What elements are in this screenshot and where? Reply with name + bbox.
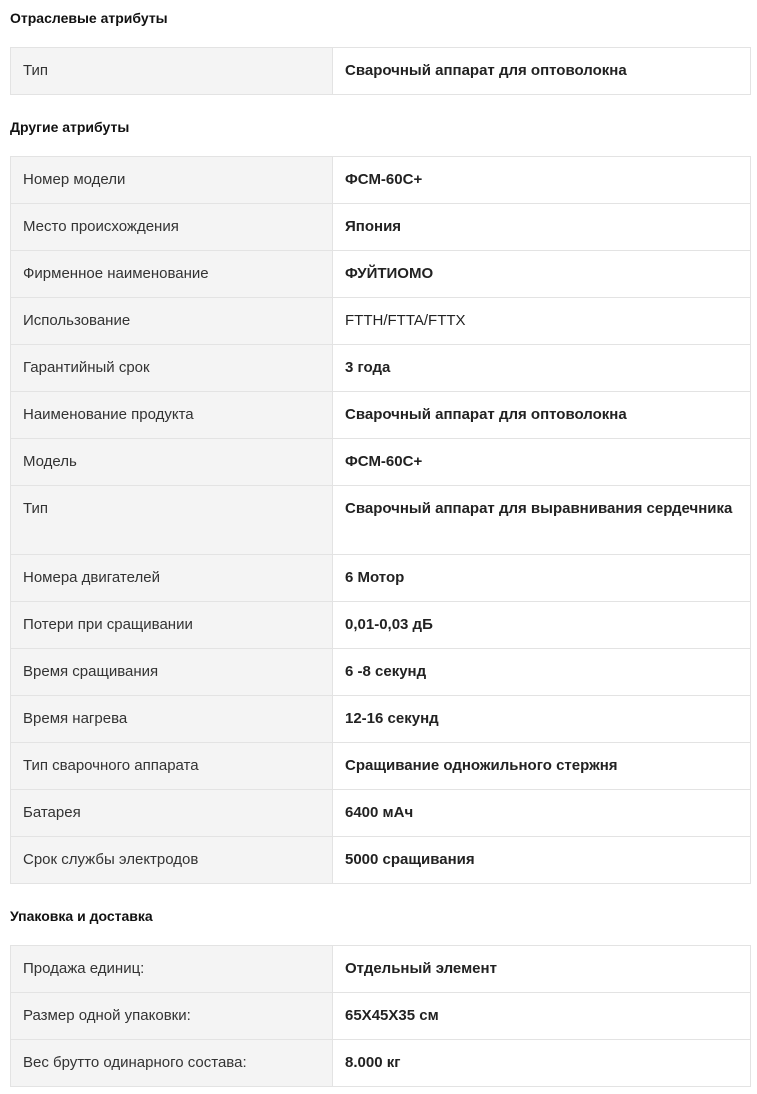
industry-attributes-table bbox=[10, 47, 751, 95]
attribute-value: Сварочный аппарат для оптоволокна bbox=[333, 48, 751, 95]
table-row bbox=[11, 392, 751, 439]
attribute-key: Номер модели bbox=[11, 157, 333, 204]
attribute-value: 6 -8 секунд bbox=[333, 649, 751, 696]
table-row bbox=[11, 48, 751, 95]
attribute-key: Фирменное наименование bbox=[11, 251, 333, 298]
attribute-value: 5000 сращивания bbox=[333, 837, 751, 884]
section-title-other-attributes: Другие атрибуты bbox=[10, 119, 130, 135]
table-row bbox=[11, 486, 751, 555]
attribute-value: 6 Мотор bbox=[333, 555, 751, 602]
attribute-value: 6400 мАч bbox=[333, 790, 751, 837]
table-row bbox=[11, 602, 751, 649]
table-row bbox=[11, 439, 751, 486]
table-row bbox=[11, 790, 751, 837]
attribute-key: Модель bbox=[11, 439, 333, 486]
attribute-value: ФУЙТИОМО bbox=[333, 251, 751, 298]
attribute-value: Япония bbox=[333, 204, 751, 251]
attribute-key: Вес брутто одинарного состава: bbox=[11, 1040, 333, 1087]
table-row bbox=[11, 298, 751, 345]
table-row bbox=[11, 649, 751, 696]
table-row bbox=[11, 251, 751, 298]
attribute-key: Номера двигателей bbox=[11, 555, 333, 602]
attribute-value: ФСМ-60С+ bbox=[333, 439, 751, 486]
attribute-key: Время сращивания bbox=[11, 649, 333, 696]
attribute-value: 65X45X35 см bbox=[333, 993, 751, 1040]
table-row bbox=[11, 1040, 751, 1087]
attribute-value: Сварочный аппарат для оптоволокна bbox=[333, 392, 751, 439]
packaging-delivery-table bbox=[10, 945, 751, 1087]
table-row bbox=[11, 555, 751, 602]
table-row bbox=[11, 837, 751, 884]
attribute-key: Время нагрева bbox=[11, 696, 333, 743]
attribute-key: Тип bbox=[11, 48, 333, 95]
table-row bbox=[11, 157, 751, 204]
attribute-key: Размер одной упаковки: bbox=[11, 993, 333, 1040]
attribute-key: Тип сварочного аппарата bbox=[11, 743, 333, 790]
attribute-value: 0,01-0,03 дБ bbox=[333, 602, 751, 649]
table-row bbox=[11, 345, 751, 392]
table-row bbox=[11, 743, 751, 790]
attribute-key: Место происхождения bbox=[11, 204, 333, 251]
attribute-value: 3 года bbox=[333, 345, 751, 392]
attribute-value: Сварочный аппарат для выравнивания сердечника bbox=[333, 486, 751, 555]
attribute-key: Срок службы электродов bbox=[11, 837, 333, 884]
attribute-key: Батарея bbox=[11, 790, 333, 837]
attribute-value: 8.000 кг bbox=[333, 1040, 751, 1087]
attribute-value: Отдельный элемент bbox=[333, 946, 751, 993]
attribute-key: Гарантийный срок bbox=[11, 345, 333, 392]
other-attributes-table bbox=[10, 156, 751, 884]
table-row bbox=[11, 204, 751, 251]
attribute-value: Сращивание одножильного стержня bbox=[333, 743, 751, 790]
attribute-key: Тип bbox=[11, 486, 333, 555]
table-row bbox=[11, 993, 751, 1040]
attribute-value: FTTH/FTTA/FTTX bbox=[333, 298, 751, 345]
table-row bbox=[11, 946, 751, 993]
attribute-key: Продажа единиц: bbox=[11, 946, 333, 993]
attribute-key: Использование bbox=[11, 298, 333, 345]
table-row bbox=[11, 696, 751, 743]
attribute-key: Наименование продукта bbox=[11, 392, 333, 439]
attribute-key: Потери при сращивании bbox=[11, 602, 333, 649]
section-title-packaging-delivery: Упаковка и доставка bbox=[10, 908, 153, 924]
section-title-industry-attributes: Отраслевые атрибуты bbox=[10, 10, 168, 26]
attribute-value: 12-16 секунд bbox=[333, 696, 751, 743]
attribute-value: ФСМ-60С+ bbox=[333, 157, 751, 204]
